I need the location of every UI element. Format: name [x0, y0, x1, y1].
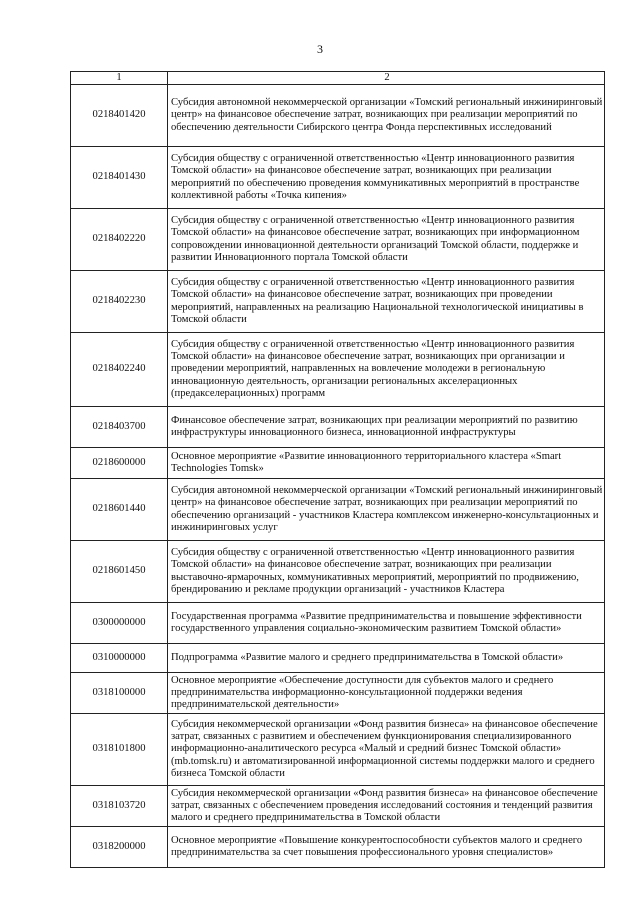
- row-code: 0218600000: [71, 448, 168, 479]
- row-code: 0218402240: [71, 333, 168, 407]
- table-row: [71, 85, 605, 147]
- row-text: Основное мероприятие «Развитие инновационного территориального кластера «Smart Technologies Tomsk»: [168, 448, 605, 479]
- table-row: [71, 786, 605, 827]
- row-code: 0218402230: [71, 271, 168, 333]
- row-text: Подпрограмма «Развитие малого и среднего предпринимательства в Томской области»: [168, 644, 605, 673]
- row-text: Субсидия некоммерческой организации «Фонд развития бизнеса» на финансовое обеспечение затрат, связанных с развитием и обеспечением функционирования специализированного информационно-аналитического ресурса «Малый и средний бизнес Томской области» (mb.tomsk.ru) и автоматизированной информационной системы поддержки малого и среднего бизнеса Томской области: [168, 714, 605, 786]
- row-code: 0218401430: [71, 147, 168, 209]
- table-row: [71, 541, 605, 603]
- row-code: 0318101800: [71, 714, 168, 786]
- row-code: 0218403700: [71, 407, 168, 448]
- row-code: 0300000000: [71, 603, 168, 644]
- row-text: Субсидия некоммерческой организации «Фонд развития бизнеса» на финансовое обеспечение затрат, связанных с обеспечением проведения исследований состояния и тенденций развития малого и среднего предпринимательства в Томской области: [168, 786, 605, 827]
- row-code: 0318103720: [71, 786, 168, 827]
- row-text: Субсидия автономной некоммерческой организации «Томский региональный инжиниринговый центр» на финансовое обеспечение затрат, возникающих при реализации мероприятий по обеспечению деятельности Сибирского центра Фонда перспективных исследований: [168, 85, 605, 147]
- table-header-row: [71, 72, 605, 85]
- row-text: Государственная программа «Развитие предпринимательства и повышение эффективности государственного управления социально-экономическим развитием Томской области»: [168, 603, 605, 644]
- column-header-code: 1: [71, 72, 168, 85]
- row-text: Основное мероприятие «Повышение конкурентоспособности субъектов малого и среднего предпринимательства за счет повышения профессионального уровня специалистов»: [168, 827, 605, 868]
- table-row: [71, 333, 605, 407]
- table-row: [71, 407, 605, 448]
- row-code: 0218402220: [71, 209, 168, 271]
- table-row: [71, 147, 605, 209]
- column-header-name: 2: [168, 72, 605, 85]
- budget-classification-table: [70, 71, 605, 868]
- table-row: [71, 271, 605, 333]
- page-number: 3: [317, 42, 323, 56]
- row-code: 0318200000: [71, 827, 168, 868]
- row-text: Субсидия обществу с ограниченной ответственностью «Центр инновационного развития Томской области» на финансовое обеспечение затрат, возникающих при проведении мероприятий, направленных на реализацию Национальной технологической инициативы в Томской области: [168, 271, 605, 333]
- row-text: Субсидия обществу с ограниченной ответственностью «Центр инновационного развития Томской области» на финансовое обеспечение затрат, возникающих при организации и проведении мероприятий, направленных на вовлечение молодежи в региональную инновационную деятельность, организации региональных акселерационных (предакселерационных) программ: [168, 333, 605, 407]
- table-row: [71, 673, 605, 714]
- table-row: [71, 603, 605, 644]
- table-row: [71, 479, 605, 541]
- row-code: 0218601450: [71, 541, 168, 603]
- row-code: 0310000000: [71, 644, 168, 673]
- row-code: 0318100000: [71, 673, 168, 714]
- row-text: Субсидия обществу с ограниченной ответственностью «Центр инновационного развития Томской области» на финансовое обеспечение затрат, возникающих при реализации мероприятий по обеспечению проведения коммуникативных мероприятий в пространстве коллективной работы «Точка кипения»: [168, 147, 605, 209]
- row-text: Субсидия обществу с ограниченной ответственностью «Центр инновационного развития Томской области» на финансовое обеспечение затрат, возникающих при реализации выставочно-ярмарочных, коммуникативных мероприятий, мероприятий по продвижению, брендированию и рекламе продукции организаций - участников Кластера: [168, 541, 605, 603]
- row-code: 0218601440: [71, 479, 168, 541]
- table-row: [71, 714, 605, 786]
- table-row: [71, 209, 605, 271]
- table-row: [71, 644, 605, 673]
- table-row: [71, 448, 605, 479]
- row-text: Финансовое обеспечение затрат, возникающих при реализации мероприятий по развитию инфраструктуры инновационного бизнеса, инновационной инфраструктуры: [168, 407, 605, 448]
- row-code: 0218401420: [71, 85, 168, 147]
- table-row: [71, 827, 605, 868]
- row-text: Субсидия автономной некоммерческой организации «Томский региональный инжиниринговый центр» на финансовое обеспечение затрат, возникающих при реализации мероприятий по обеспечению организаций - участников Кластера комплексом инженерно-консультационных и инжиниринговых услуг: [168, 479, 605, 541]
- row-text: Субсидия обществу с ограниченной ответственностью «Центр инновационного развития Томской области» на финансовое обеспечение затрат, возникающих при информационном сопровождении инновационной деятельности организаций Томской области, поддержке и развитии Инновационного портала Томской области: [168, 209, 605, 271]
- row-text: Основное мероприятие «Обеспечение доступности для субъектов малого и среднего предпринимательства информационно-консультационной поддержки ведения предпринимательской деятельности»: [168, 673, 605, 714]
